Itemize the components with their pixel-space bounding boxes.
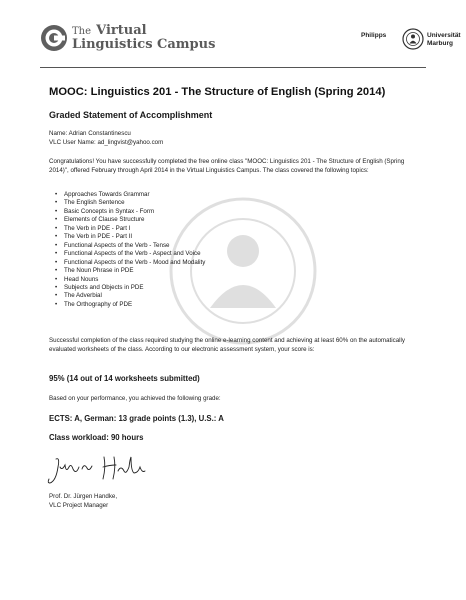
list-item: • Elements of Clause Structure bbox=[49, 216, 205, 224]
list-item: • Basic Concepts in Syntax - Form bbox=[49, 208, 205, 216]
list-item: • Subjects and Objects in PDE bbox=[49, 284, 205, 292]
score-result: 95% (14 out of 14 worksheets submitted) bbox=[49, 374, 200, 383]
vlc-logo-text bbox=[72, 22, 215, 51]
header-divider bbox=[40, 67, 426, 68]
list-item: • Functional Aspects of the Verb - Mood and Modality bbox=[49, 259, 205, 267]
list-item: • Functional Aspects of the Verb - Tense bbox=[49, 242, 205, 250]
list-item: • Approaches Towards Grammar bbox=[49, 191, 205, 199]
topic-list bbox=[49, 191, 205, 309]
completion-paragraph: Successful completion of the class required studying the online e-learning content and achieving at least 60% on the automatically evaluated worksheets of the class. According to our electronic assessment system, your score is: bbox=[49, 337, 405, 353]
university-name-right bbox=[427, 32, 461, 47]
list-item: • The Orthography of PDE bbox=[49, 301, 205, 309]
course-title: MOOC: Linguistics 201 - The Structure of English (Spring 2014) bbox=[49, 86, 386, 98]
list-item: • The English Sentence bbox=[49, 199, 205, 207]
signatory-name: Prof. Dr. Jürgen Handke, bbox=[49, 493, 118, 500]
list-item: • Functional Aspects of the Verb - Aspect and Voice bbox=[49, 250, 205, 258]
logo-linguistics-campus: Linguistics Campus bbox=[72, 37, 216, 52]
grade-result: ECTS: A, German: 13 grade points (1.3), U.S.: A bbox=[49, 414, 224, 423]
class-workload: Class workload: 90 hours bbox=[49, 433, 144, 442]
list-item: • The Noun Phrase in PDE bbox=[49, 267, 205, 275]
logo-the: The bbox=[72, 26, 92, 37]
intro-paragraph: Congratulations! You have successfully completed the free online class "MOOC: Linguistics 201 - The Structure of English (Spring 2014)", offered February through April 2014 in the Virtual Linguistics Campus. The class covered the following topics: bbox=[49, 158, 405, 174]
university-line-1: Philipps bbox=[361, 32, 387, 39]
university-line-2: Universität bbox=[427, 32, 461, 39]
signatory-role: VLC Project Manager bbox=[49, 502, 109, 509]
vlc-logo-icon bbox=[40, 24, 68, 52]
list-item: • The Verb in PDE - Part I bbox=[49, 225, 205, 233]
statement-subtitle: Graded Statement of Accomplishment bbox=[49, 110, 213, 120]
logo-virtual: Virtual bbox=[96, 23, 147, 38]
student-name: Name: Adrian Constantinescu bbox=[49, 130, 131, 137]
performance-text: Based on your performance, you achieved the following grade: bbox=[49, 395, 221, 402]
list-item: • The Verb in PDE - Part II bbox=[49, 233, 205, 241]
list-item: • Head Nouns bbox=[49, 276, 205, 284]
university-seal-icon bbox=[402, 28, 424, 50]
handwritten-signature bbox=[46, 453, 166, 489]
university-line-3: Marburg bbox=[427, 39, 453, 47]
university-name bbox=[361, 32, 386, 40]
vlc-user-name: VLC User Name: ad_lingvist@yahoo.com bbox=[49, 139, 164, 146]
list-item: • The Adverbial bbox=[49, 292, 205, 300]
